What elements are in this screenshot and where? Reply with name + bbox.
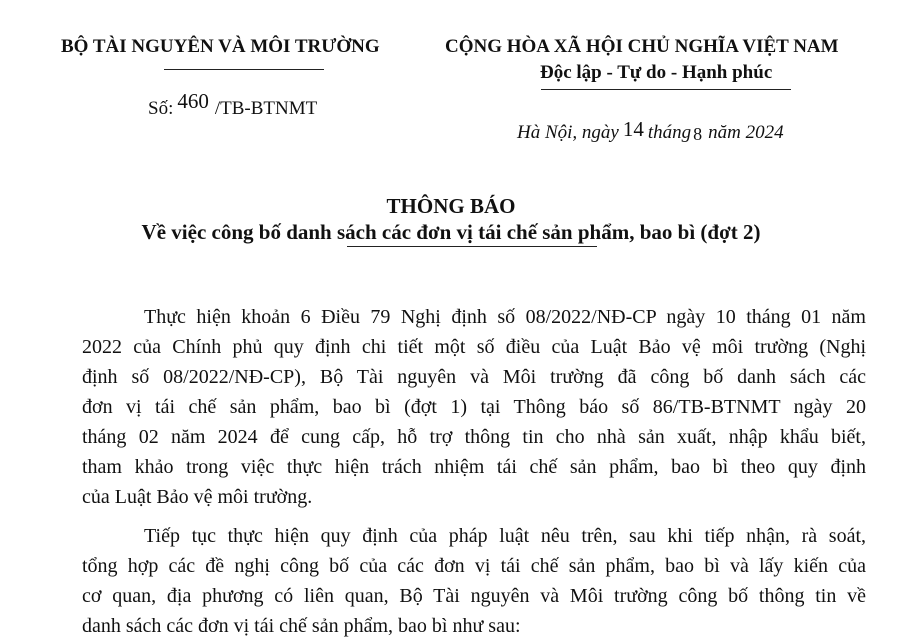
document-subtitle: Về việc công bố danh sách các đơn vị tái chế sản phẩm, bao bì (đợt 2) [141, 220, 761, 244]
date-month-word: tháng [647, 122, 692, 143]
text-line: cơ quan, địa phương có liên quan, Bộ Tài nguyên và Môi trường công bố thông tin về [82, 585, 866, 607]
text-line: 2022 của Chính phủ quy định chi tiết một số điều của Luật Bảo vệ môi trường (Nghị [82, 336, 866, 358]
ministry-name: BỘ TÀI NGUYÊN VÀ MÔI TRƯỜNG [61, 36, 380, 57]
text-line: của Luật Bảo vệ môi trường. [82, 486, 313, 508]
paragraph-1 [82, 302, 866, 512]
date-month: 8 [693, 124, 703, 144]
doc-number-suffix: /TB-BTNMT [214, 98, 318, 119]
date-year: năm 2024 [708, 122, 784, 143]
date-place: Hà Nội, ngày [517, 122, 619, 143]
motto-underline [541, 89, 791, 90]
text-line: tổng hợp các đề nghị công bố của các đơn vị tái chế sản phẩm, bao bì và lấy kiến của [82, 555, 866, 577]
date-line [517, 119, 784, 144]
national-motto: Độc lập - Tự do - Hạnh phúc [540, 62, 773, 83]
text-line: Thực hiện khoản 6 Điều 79 Nghị định số 08/2022/NĐ-CP ngày 10 tháng 01 năm [144, 306, 866, 328]
document-number [148, 89, 318, 120]
subtitle-underline [347, 246, 597, 247]
country-name: CỘNG HÒA XÃ HỘI CHỦ NGHĨA VIỆT NAM [445, 36, 839, 57]
text-line: danh sách các đơn vị tái chế sản phẩm, bao bì như sau: [82, 615, 521, 637]
paragraph-2 [82, 521, 866, 641]
text-line: định số 08/2022/NĐ-CP), Bộ Tài nguyên và Môi trường đã công bố danh sách các [82, 366, 866, 388]
text-line: đơn vị tái chế sản phẩm, bao bì (đợt 1) tại Thông báo số 86/TB-BTNMT ngày 20 [82, 396, 866, 418]
text-line: tháng 02 năm 2024 để cung cấp, hỗ trợ thông tin cho nhà sản xuất, nhập khẩu biết, [82, 426, 866, 448]
text-line: Tiếp tục thực hiện quy định của pháp luật nêu trên, sau khi tiếp nhận, rà soát, [144, 525, 866, 547]
document-title: THÔNG BÁO [386, 194, 516, 218]
ministry-underline [164, 69, 324, 70]
doc-number-value: 460 [177, 89, 209, 113]
text-line: tham khảo trong việc thực hiện trách nhiệm tái chế sản phẩm, bao bì theo quy định [82, 456, 866, 478]
doc-number-prefix: Số: [148, 98, 174, 119]
date-day: 14 [622, 117, 644, 141]
